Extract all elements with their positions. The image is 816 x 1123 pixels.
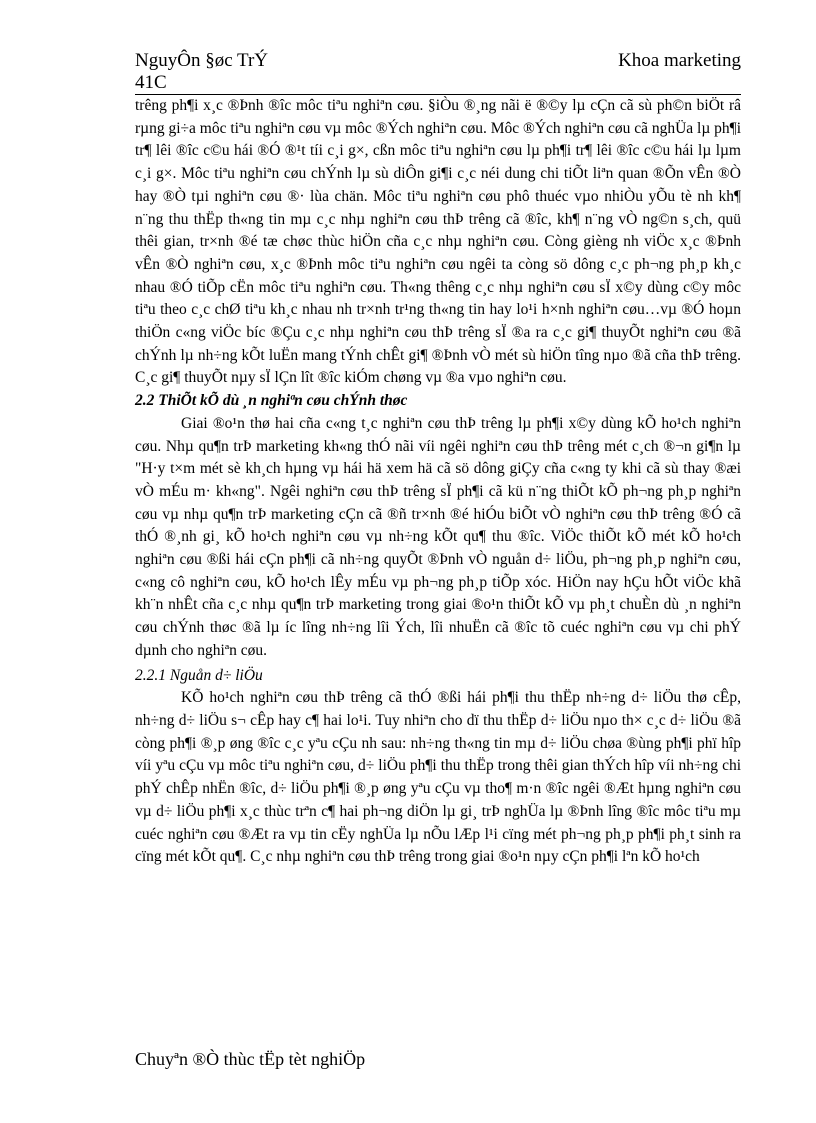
document-body: [135, 95, 741, 869]
page-footer: Chuyªn ®Ò thùc tËp tèt nghiÖp: [135, 1049, 366, 1069]
author-name: NguyÔn §øc TrÝ 41C: [135, 50, 269, 93]
paragraph-research-design: Giai ®o¹n thø hai cña c«ng t¸c nghiªn cøu thÞ trêng lµ ph¶i x©y dùng kÕ ho¹ch nghiªn cøu. Nhµ qu¶n trÞ marketing kh«ng thÓ nãi víi ngêi nghiªn cøu thÞ trêng mét c¸ch ®¬n gi¶n lµ "H·y t×m mét sè kh¸ch hµng vµ hái hä xem hä cã sö dông giÇy cña c«ng ty khi cã sù thay ®æi vÒ mÉu m· kh«ng". Ngêi nghiªn cøu thÞ trêng sÏ ph¶i cã kü n¨ng thiÕt kÕ ph¬ng ph¸p nghiªn cøu vµ nhµ qu¶n trÞ marketing cÇn cã ®ñ tr×nh ®é hiÓu biÕt vÒ nghiªn cøu thÞ trêng ®Ó cã thÓ ®¸nh gi¸ kÕ ho¹ch nghiªn cøu vµ nh÷ng kÕt qu¶ thu ®îc. ViÖc thiÕt kÕ mét kÕ ho¹ch nghiªn cøu ®ßi hái cÇn ph¶i cã nh÷ng quyÕt ®Þnh vÒ nguån d÷ liÖu, ph¬ng ph¸p nghiªn cøu, c«ng cô nghiªn cøu, kÕ ho¹ch lÊy mÉu vµ ph¬ng ph¸p tiÕp xóc. HiÖn nay hÇu hÕt viÖc khã kh¨n nhÊt cña c¸c nhµ qu¶n trÞ marketing trong giai ®o¹n thiÕt kÕ vµ ph¸t chuÈn dù ¸n nghiªn cøu chÝnh thøc ®ã lµ íc lîng nh÷ng lîi Ých, lîi nhuËn cã ®îc tõ cuéc nghiªn cøu vµ chi phÝ dµnh cho nghiªn cøu.: [135, 414, 741, 659]
paragraph-data-sources: KÕ ho¹ch nghiªn cøu thÞ trêng cã thÓ ®ßi hái ph¶i thu thËp nh÷ng d÷ liÖu thø cÊp, nh÷ng d÷ liÖu s¬ cÊp hay c¶ hai lo¹i. Tuy nhiªn cho dï thu thËp d÷ liÖu nµo th× c¸c d÷ liÖu ®ã còng ph¶i ®¸p øng ®îc c¸c yªu cÇu nh sau: nh÷ng th«ng tin mµ d÷ liÖu chøa ®ùng ph¶i phï hîp víi yªu cÇu vµ môc tiªu nghiªn cøu, d÷ liÖu ph¶i thu thËp trong thêi gian thÝch hîp víi nh÷ng chi phÝ chÊp nhËn ®îc, d÷ liÖu ph¶i ®¸p øng yªu cÇu vµ tho¶ m·n ®îc ngêi ®Æt hµng nghiªn cøu vµ d÷ liÖu ph¶i x¸c thùc trªn c¶ hai ph¬ng diÖn lµ gi¸ trÞ nghÜa lµ ®Þnh lîng ®îc môc tiªu mµ cuéc nghiªn cøu ®Æt ra vµ tin cËy nghÜa lµ nÕu lÆp l¹i cïng mét ph¬ng ph¸p ph¶i ph¸t sinh ra cïng mét kÕt qu¶. C¸c nhµ nghiªn cøu thÞ trêng trong giai ®o¹n nµy cÇn ph¶i lªn kÕ ho¹ch: [135, 689, 741, 866]
section-heading-2-2: 2.2 ThiÕt kÕ dù ¸n nghiªn cøu chÝnh thøc: [135, 392, 408, 410]
paragraph-research-objectives: trêng ph¶i x¸c ®Þnh ®îc môc tiªu nghiªn cøu. §iÒu ®¸ng nãi ë ®©y lµ cÇn cã sù ph©n biÖt râ rµng gi÷a môc tiªu nghiªn cøu vµ môc ®Ých nghiªn cøu. Môc ®Ých nghiªn cøu cã nghÜa lµ ph¶i tr¶ lêi ®îc c©u hái ®Ó ®¹t tíi c¸i g×, cßn môc tiªu nghiªn cøu lµ ph¶i tr¶ lêi ®îc c©u hái lµ lµm c¸i g×. Môc tiªu nghiªn cøu chÝnh lµ sù diÔn gi¶i c¸c néi dung chi tiÕt liªn quan ®Õn vÊn ®Ò hay ®Ò tµi nghiªn cøu ®· lùa chän. Môc tiªu nghiªn cøu phô thuéc vµo nhiÒu yÕu tè nh kh¶ n¨ng thu thËp th«ng tin mµ c¸c nhµ nghiªn cøu thÞ trêng cã ®îc, kh¶ n¨ng vÒ ng©n s¸ch, quü thêi gian, tr×nh ®é tæ chøc thùc hiÖn cña c¸c nhµ nghiªn cøu. Còng gièng nh viÖc x¸c ®Þnh vÊn ®Ò nghiªn cøu, x¸c ®Þnh môc tiªu nghiªn cøu ngêi ta còng sö dông c¸c ph¬ng ph¸p kh¸c nhau ®Ó tiÕp cËn môc tiªu nghiªn cøu. Th«ng thêng c¸c nhµ nghiªn cøu sÏ x©y dùng c©y môc tiªu theo c¸c chØ tiªu kh¸c nhau nh tr×nh tr¹ng th«ng tin hay lo¹i h×nh nghiªn cøu…vµ ®Ó hoµn thiÖn c«ng viÖc bíc ®Çu c¸c nhµ nghiªn cøu thÞ trêng sÏ ®a ra c¸c gi¶ thuyÕt nghiªn cøu ®ã chÝnh lµ nh÷ng kÕt luËn mang tÝnh chÊt gi¶ ®Þnh vÒ mét sù hiÖn tîng nµo ®ã cña thÞ trêng. C¸c gi¶ thuyÕt nµy sÏ lÇn lît ®îc kiÓm chøng vµ ®a vµo nghiªn cøu.: [135, 97, 741, 387]
page-header: [135, 50, 741, 95]
subsection-heading-2-2-1: 2.2.1 Nguån d÷ liÖu: [135, 666, 263, 684]
faculty-name: Khoa marketing: [618, 50, 741, 71]
document-page: [135, 50, 741, 869]
